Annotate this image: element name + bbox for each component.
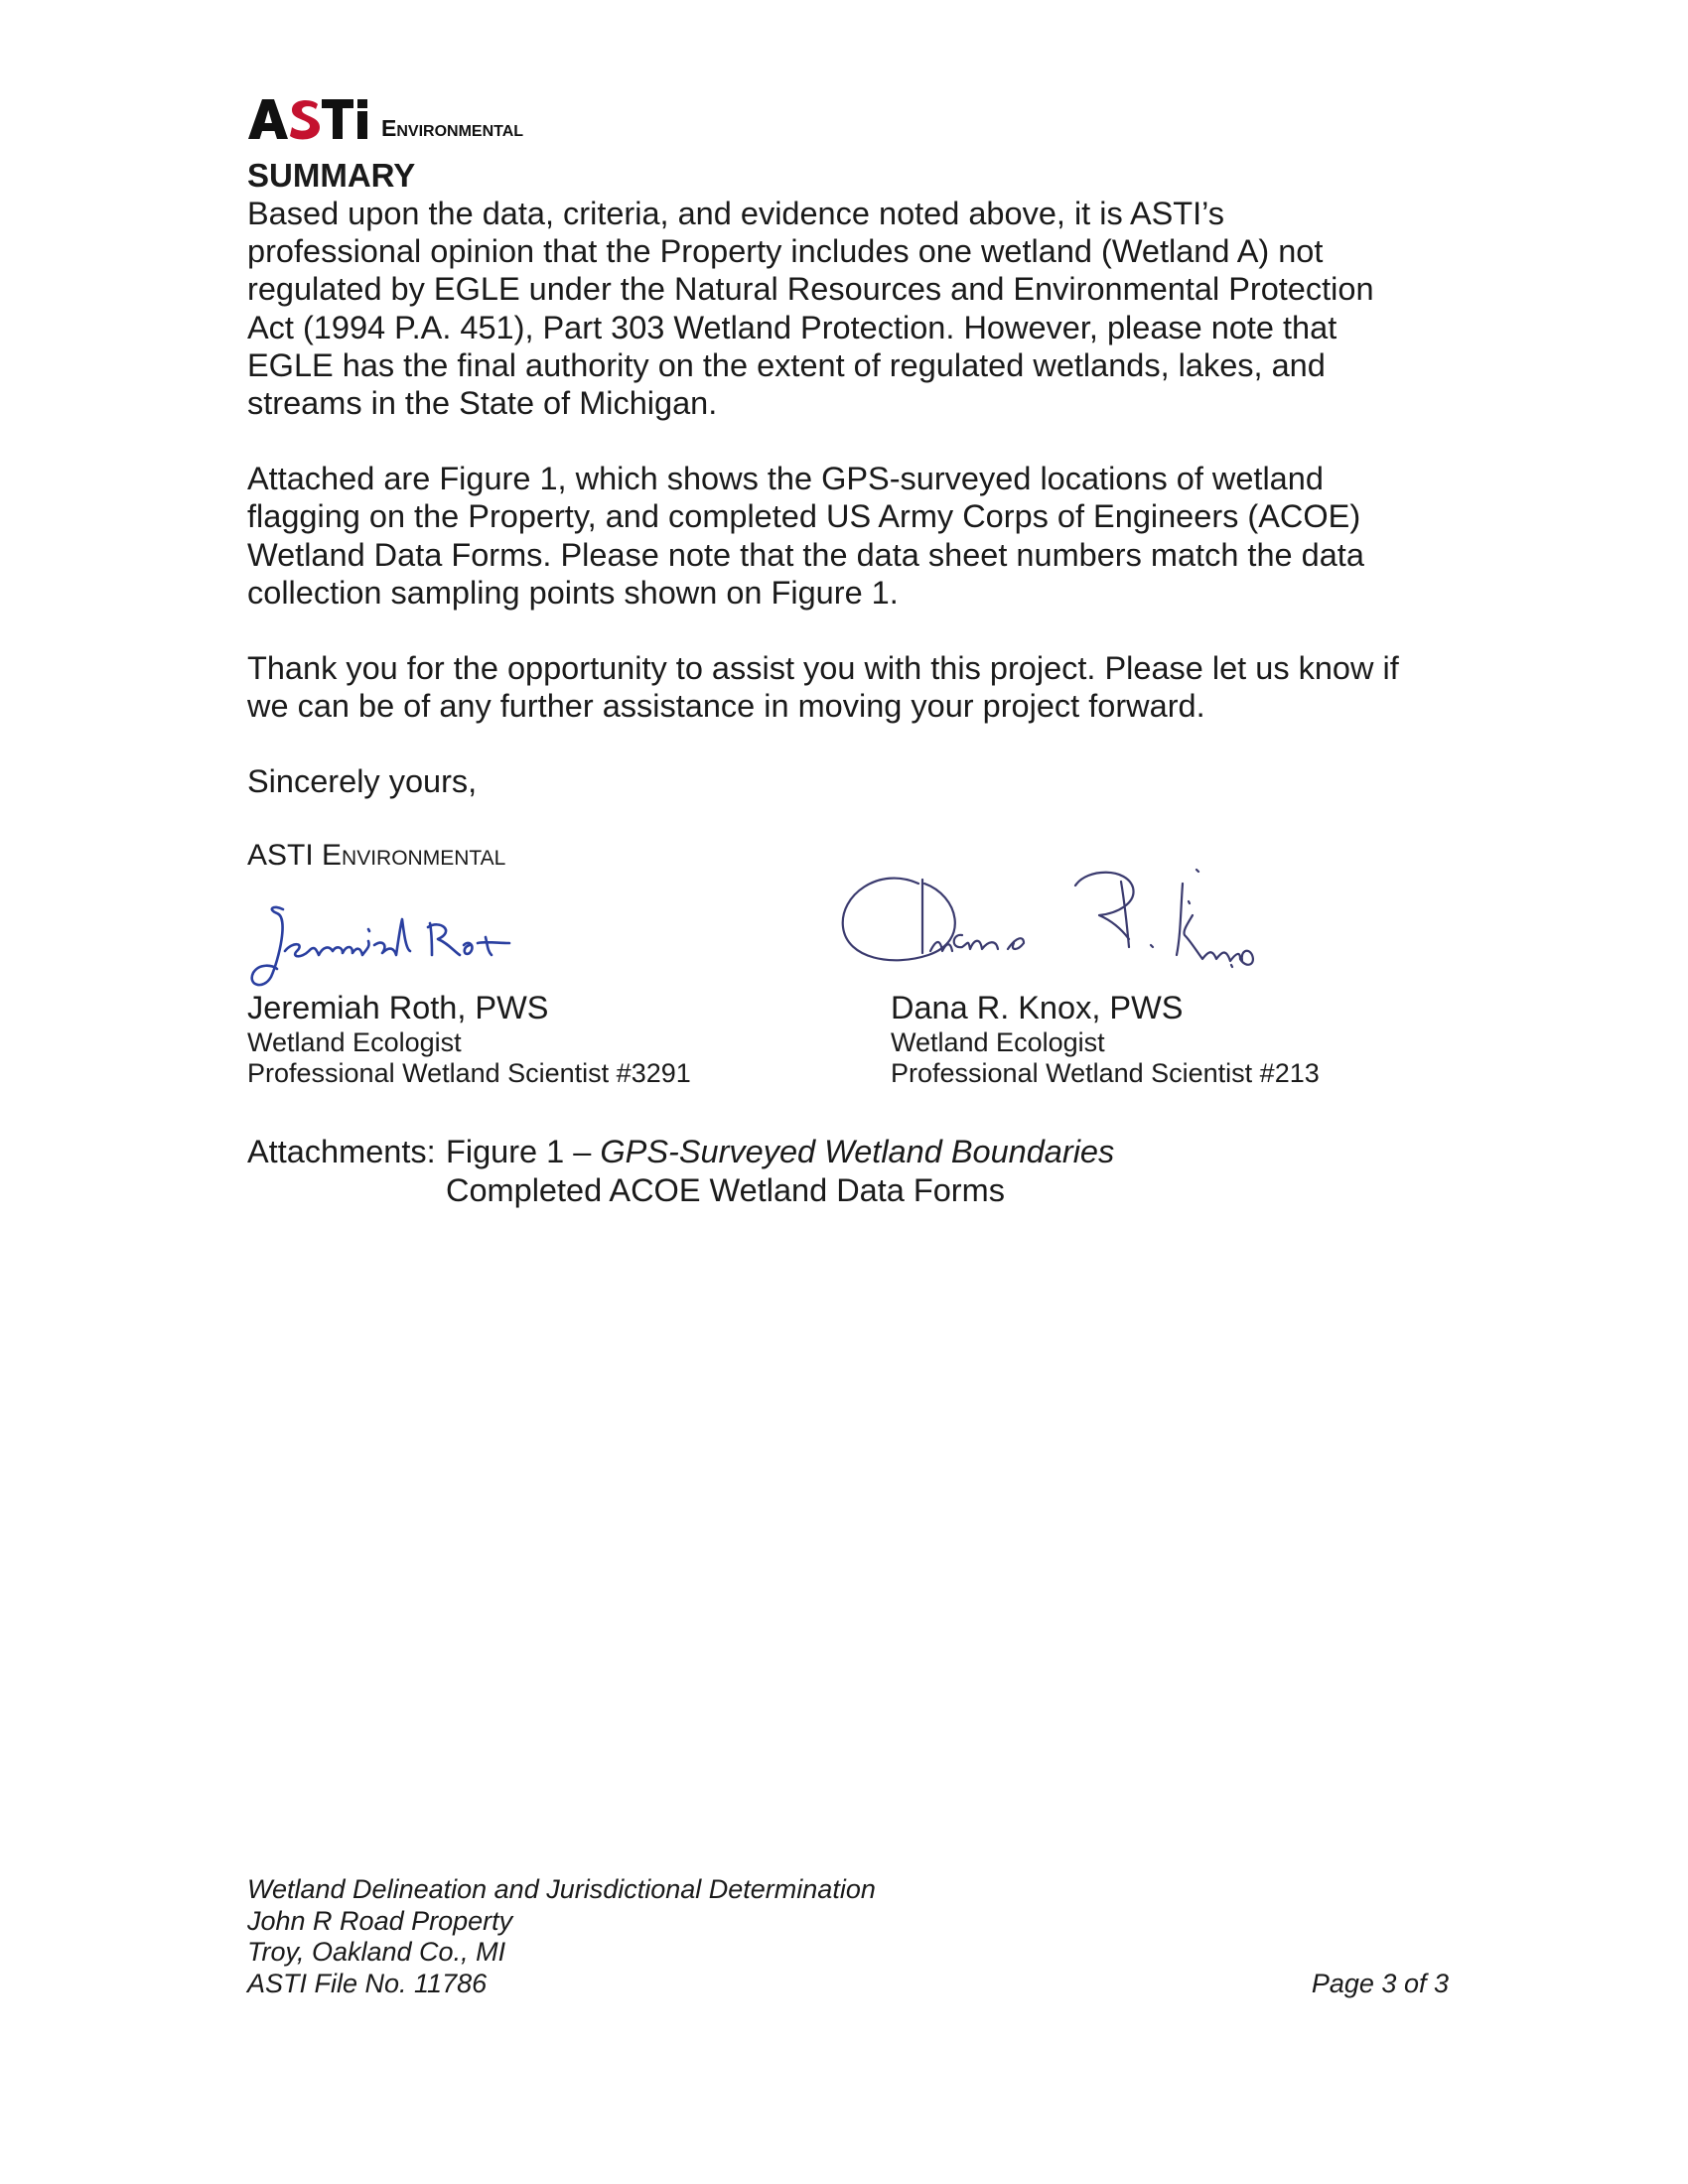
letter-body (247, 157, 1449, 875)
company-signoff-second: Environmental (322, 838, 506, 872)
footer-property: John R Road Property (247, 1905, 513, 1936)
closing-salutation: Sincerely yours, (247, 763, 478, 800)
attachment-row-2 (247, 1171, 1114, 1210)
attachments-block (247, 1133, 1114, 1209)
summary-heading: SUMMARY (247, 157, 416, 194)
attachment-item-2: Completed ACOE Wetland Data Forms (446, 1171, 1005, 1208)
signer-2-name: Dana R. Knox, PWS (891, 990, 1184, 1025)
signature-dana-knox (839, 856, 1266, 995)
signer-1-title: Wetland Ecologist (247, 1027, 462, 1057)
summary-paragraph-3: Thank you for the opportunity to assist you with this project. Please let us know if we can be of any further assistance in moving your project forward. (247, 650, 1399, 725)
summary-paragraph-2: Attached are Figure 1, which shows the GPS-surveyed locations of wetland flagging on the Property, and completed US Army Corps of Engineers (ACOE) Wetland Data Forms. Please note that the data sheet numbers match the data collection sampling points shown on Figure 1. (247, 461, 1364, 611)
attachment-item-1 (446, 1133, 1114, 1171)
page-number: Page 3 of 3 (1311, 1969, 1449, 1998)
signer-2-credential: Professional Wetland Scientist #213 (891, 1058, 1320, 1088)
attachment-1-prefix: Figure 1 – (446, 1134, 601, 1169)
summary-paragraph-1: Based upon the data, criteria, and evidence noted above, it is ASTI’s professional opinion that the Property includes one wetland (Wetland A) not regulated by EGLE under the Natural Resources and Environmental Protection Act (1994 P.A. 451), Part 303 Wetland Protection. However, please note that EGLE has the final authority on the extent of regulated wetlands, lakes, and streams in the State of Michigan. (247, 196, 1374, 422)
footer-file-number: ASTI File No. 11786 (247, 1968, 488, 1998)
attachments-label: Attachments: (247, 1134, 436, 1169)
footer-report-title: Wetland Delineation and Jurisdictional Determination (247, 1874, 876, 1904)
attachments-label-spacer (247, 1171, 446, 1210)
signer-1-credential: Professional Wetland Scientist #3291 (247, 1058, 691, 1088)
company-word: Environmental (381, 115, 524, 141)
signer-2-title: Wetland Ecologist (891, 1027, 1105, 1057)
footer-location: Troy, Oakland Co., MI (247, 1937, 506, 1967)
signer-1-name: Jeremiah Roth, PWS (247, 990, 549, 1025)
attachment-1-title: GPS-Surveyed Wetland Boundaries (600, 1134, 1115, 1169)
footer-info (247, 1874, 876, 1999)
signature-jeremiah-roth (243, 889, 541, 994)
attachment-row-1 (247, 1133, 1114, 1171)
asti-logo-mark (246, 94, 564, 144)
company-signoff-first: ASTI (247, 838, 323, 872)
asti-logo (246, 94, 564, 144)
